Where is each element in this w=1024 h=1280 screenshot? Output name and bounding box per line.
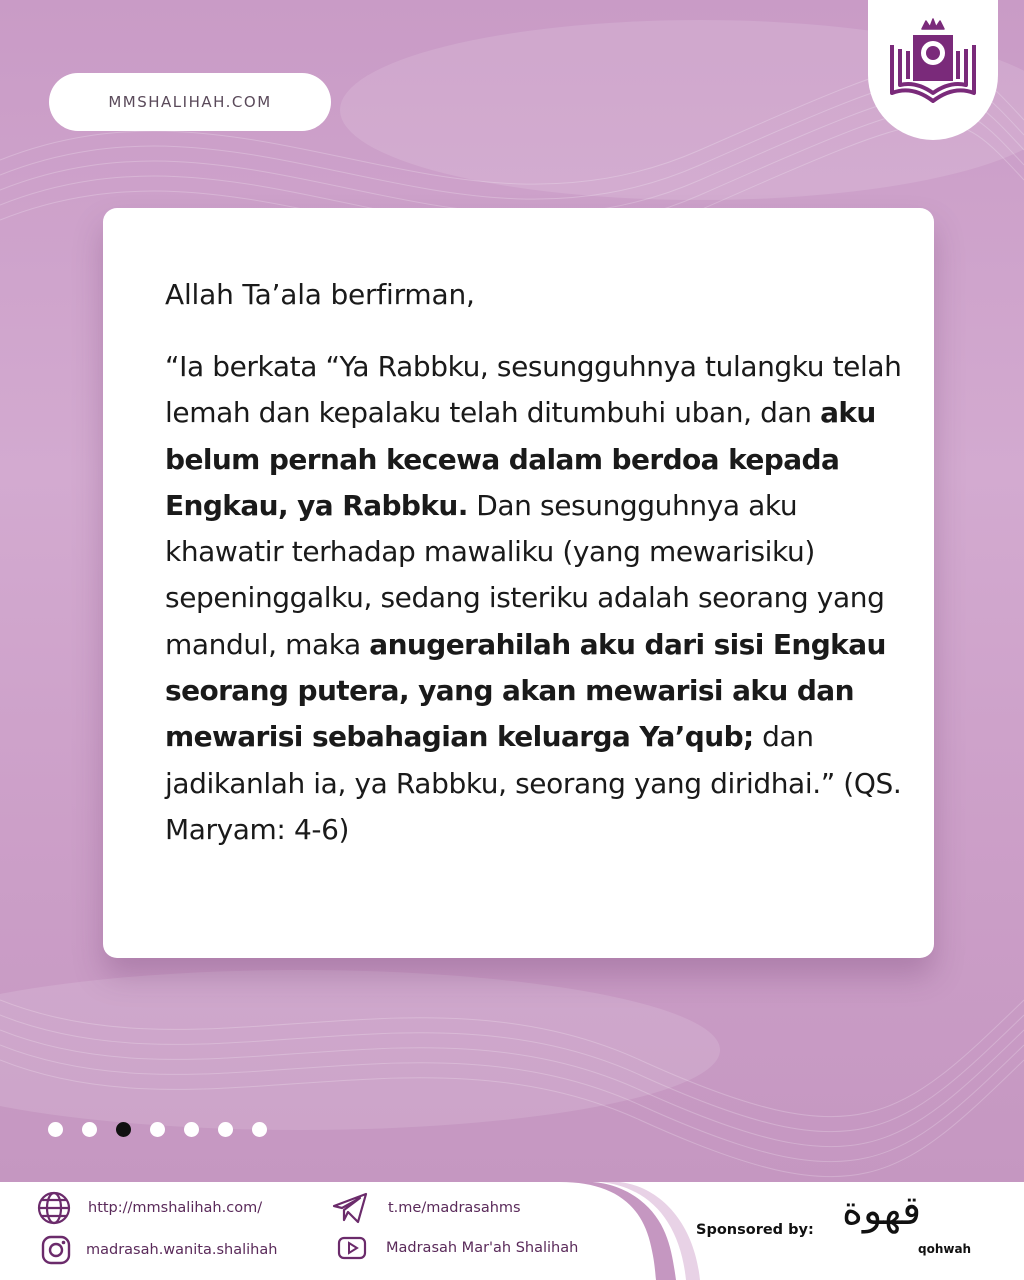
pagination-dot-active[interactable] xyxy=(116,1122,131,1137)
footer xyxy=(0,1182,1024,1280)
website-link[interactable] xyxy=(36,1190,262,1226)
verse-part-2: Dan sesungguhnya aku khawatir terhadap mawaliku (yang mewarisiku) sepeninggalku, sedang isteriku adalah seorang yang mandul, maka xyxy=(165,488,885,661)
pagination-dot[interactable] xyxy=(82,1122,97,1137)
sponsor-arabic: قهوة xyxy=(842,1188,922,1234)
verse-text xyxy=(165,344,914,853)
site-url-label: MMSHALIHAH.COM xyxy=(108,93,272,111)
telegram-icon xyxy=(332,1190,368,1226)
instagram-link[interactable] xyxy=(40,1232,277,1268)
globe-icon xyxy=(36,1190,72,1226)
instagram-handle: madrasah.wanita.shalihah xyxy=(86,1242,278,1258)
verse-part-3: dan jadikanlah ia, ya Rabbku, seorang yang diridhai.” (QS. Maryam: 4-6) xyxy=(165,720,902,846)
pagination-dot[interactable] xyxy=(48,1122,63,1137)
sponsor-latin: qohwah xyxy=(918,1242,972,1256)
verse-bold-1: aku belum pernah kecewa dalam berdoa kepada Engkau, ya Rabbku. xyxy=(165,396,876,522)
telegram-link-text: t.me/madrasahms xyxy=(388,1200,521,1216)
pagination-dot[interactable] xyxy=(218,1122,233,1137)
pagination-dot[interactable] xyxy=(252,1122,267,1137)
instagram-icon xyxy=(40,1232,72,1268)
pagination-dots xyxy=(48,1120,267,1138)
verse-bold-2: anugerahilah aku dari sisi Engkau seorang putera, yang akan mewarisi aku dan mewarisi sebahagian keluarga Ya’qub; xyxy=(165,627,886,754)
pagination-dot[interactable] xyxy=(150,1122,165,1137)
sponsor-logo xyxy=(838,1188,978,1272)
youtube-channel: Madrasah Mar'ah Shalihah xyxy=(386,1240,579,1256)
website-url: http://mmshalihah.com/ xyxy=(88,1200,263,1216)
youtube-link[interactable] xyxy=(336,1230,578,1266)
pagination-dot[interactable] xyxy=(184,1122,199,1137)
madrasah-logo xyxy=(878,15,988,115)
sponsor-label: Sponsored by: xyxy=(696,1222,814,1238)
verse-part-1: “Ia berkata “Ya Rabbku, sesungguhnya tulangku telah lemah dan kepalaku telah ditumbuhi uban, dan xyxy=(165,350,902,430)
intro-text: Allah Ta’ala berfirman, xyxy=(165,278,475,311)
logo-tab xyxy=(868,0,998,140)
site-url-pill[interactable] xyxy=(49,73,331,131)
quote-card xyxy=(103,208,934,958)
telegram-link[interactable] xyxy=(332,1190,521,1226)
youtube-icon xyxy=(336,1230,368,1266)
